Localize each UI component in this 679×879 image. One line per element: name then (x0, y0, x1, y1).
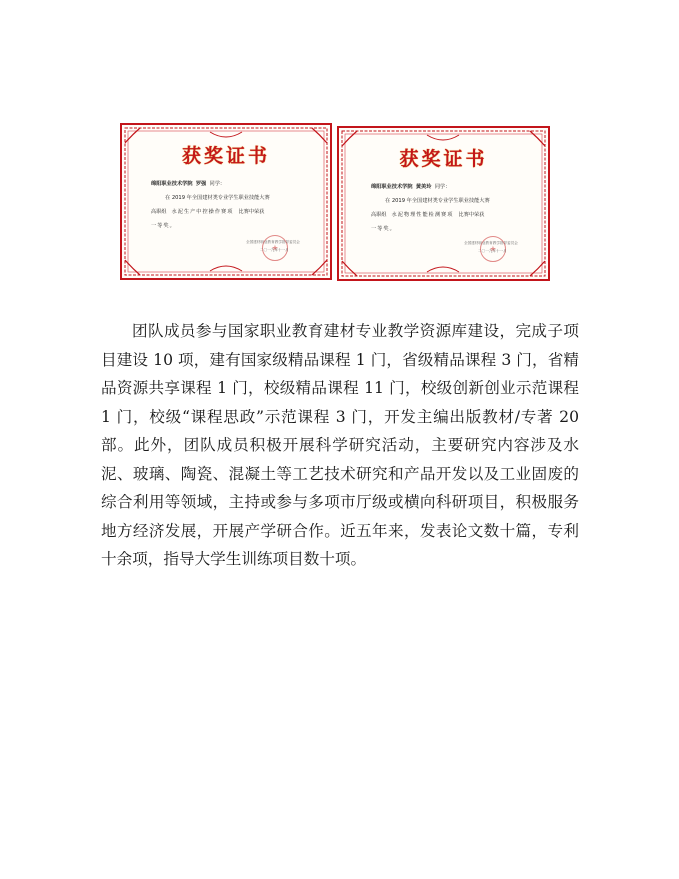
certificate-school: 绵阳职业技术学院 (371, 184, 413, 190)
certificate-line-2-suffix: 比赛中荣获 (458, 212, 485, 218)
certificate-award (151, 223, 176, 229)
certificate-group: 高职组 (371, 212, 387, 218)
certificate-title: 获奖证书 (399, 148, 488, 170)
certificate-date: 二〇一九年十一月 (478, 249, 507, 253)
award-certificate-image-1 (120, 123, 332, 280)
certificate-event: 水泥物理性能检测赛项 (391, 212, 454, 218)
certificate-title: 获奖证书 (181, 145, 270, 167)
certificate-award (371, 226, 396, 232)
certificate-award-text: 一等奖。 (151, 223, 176, 229)
certificate-salutation: 同学： (434, 184, 451, 190)
body-paragraph: 团队成员参与国家职业教育建材专业教学资源库建设，完成子项目建设 10 项，建有国家级精品课程 1 门，省级精品课程 3 门，省精品资源共享课程 1 门，校级精品课程 11 门，校级创新创业示范课程 1 门，校级“课程思政”示范课程 3 门，开发主编出版教材/专著 20 部。此外，团队成员积极开展科学研究活动，主要研究内容涉及水泥、玻璃、陶瓷、混凝土等工艺技术研究和产品开发以及工业固废的综合利用等领域，主持或参与多项市厅级或横向科研项目，积极服务地方经济发展，开展产学研合作。近五年来，发表论文数十篇，专利十余项，指导大学生训练项目数十项。 (101, 322, 579, 568)
certificate-recipient-line (371, 184, 450, 190)
certificate-recipient-line (151, 181, 225, 187)
certificate-line-2-suffix: 比赛中荣获 (238, 209, 265, 215)
award-certificate-image-2 (337, 126, 550, 281)
certificate-line-1: 在 2019 年全国建材类专业学生职业技能大赛 (165, 195, 270, 201)
certificate-issuer: 全国建材职业教育教学指导委员会 (246, 240, 300, 244)
certificate-line-2 (151, 209, 264, 215)
certificate-recipient-name: 罗强 (195, 181, 207, 187)
certificate-date: 二〇一九年十一月 (260, 248, 289, 252)
certificate-salutation: 同学： (209, 181, 226, 187)
certificate-line-1: 在 2019 年全国建材类专业学生职业技能大赛 (385, 198, 490, 204)
certificate-line-2 (371, 212, 484, 218)
certificate-recipient-name: 黄美玲 (415, 184, 432, 190)
certificate-event: 水泥生产中控操作赛项 (171, 209, 234, 215)
certificate-school: 绵阳职业技术学院 (151, 181, 193, 187)
certificate-group: 高职组 (151, 209, 167, 215)
certificate-issuer: 全国建材职业教育教学指导委员会 (464, 241, 518, 245)
certificate-award-text: 一等奖。 (371, 226, 396, 232)
